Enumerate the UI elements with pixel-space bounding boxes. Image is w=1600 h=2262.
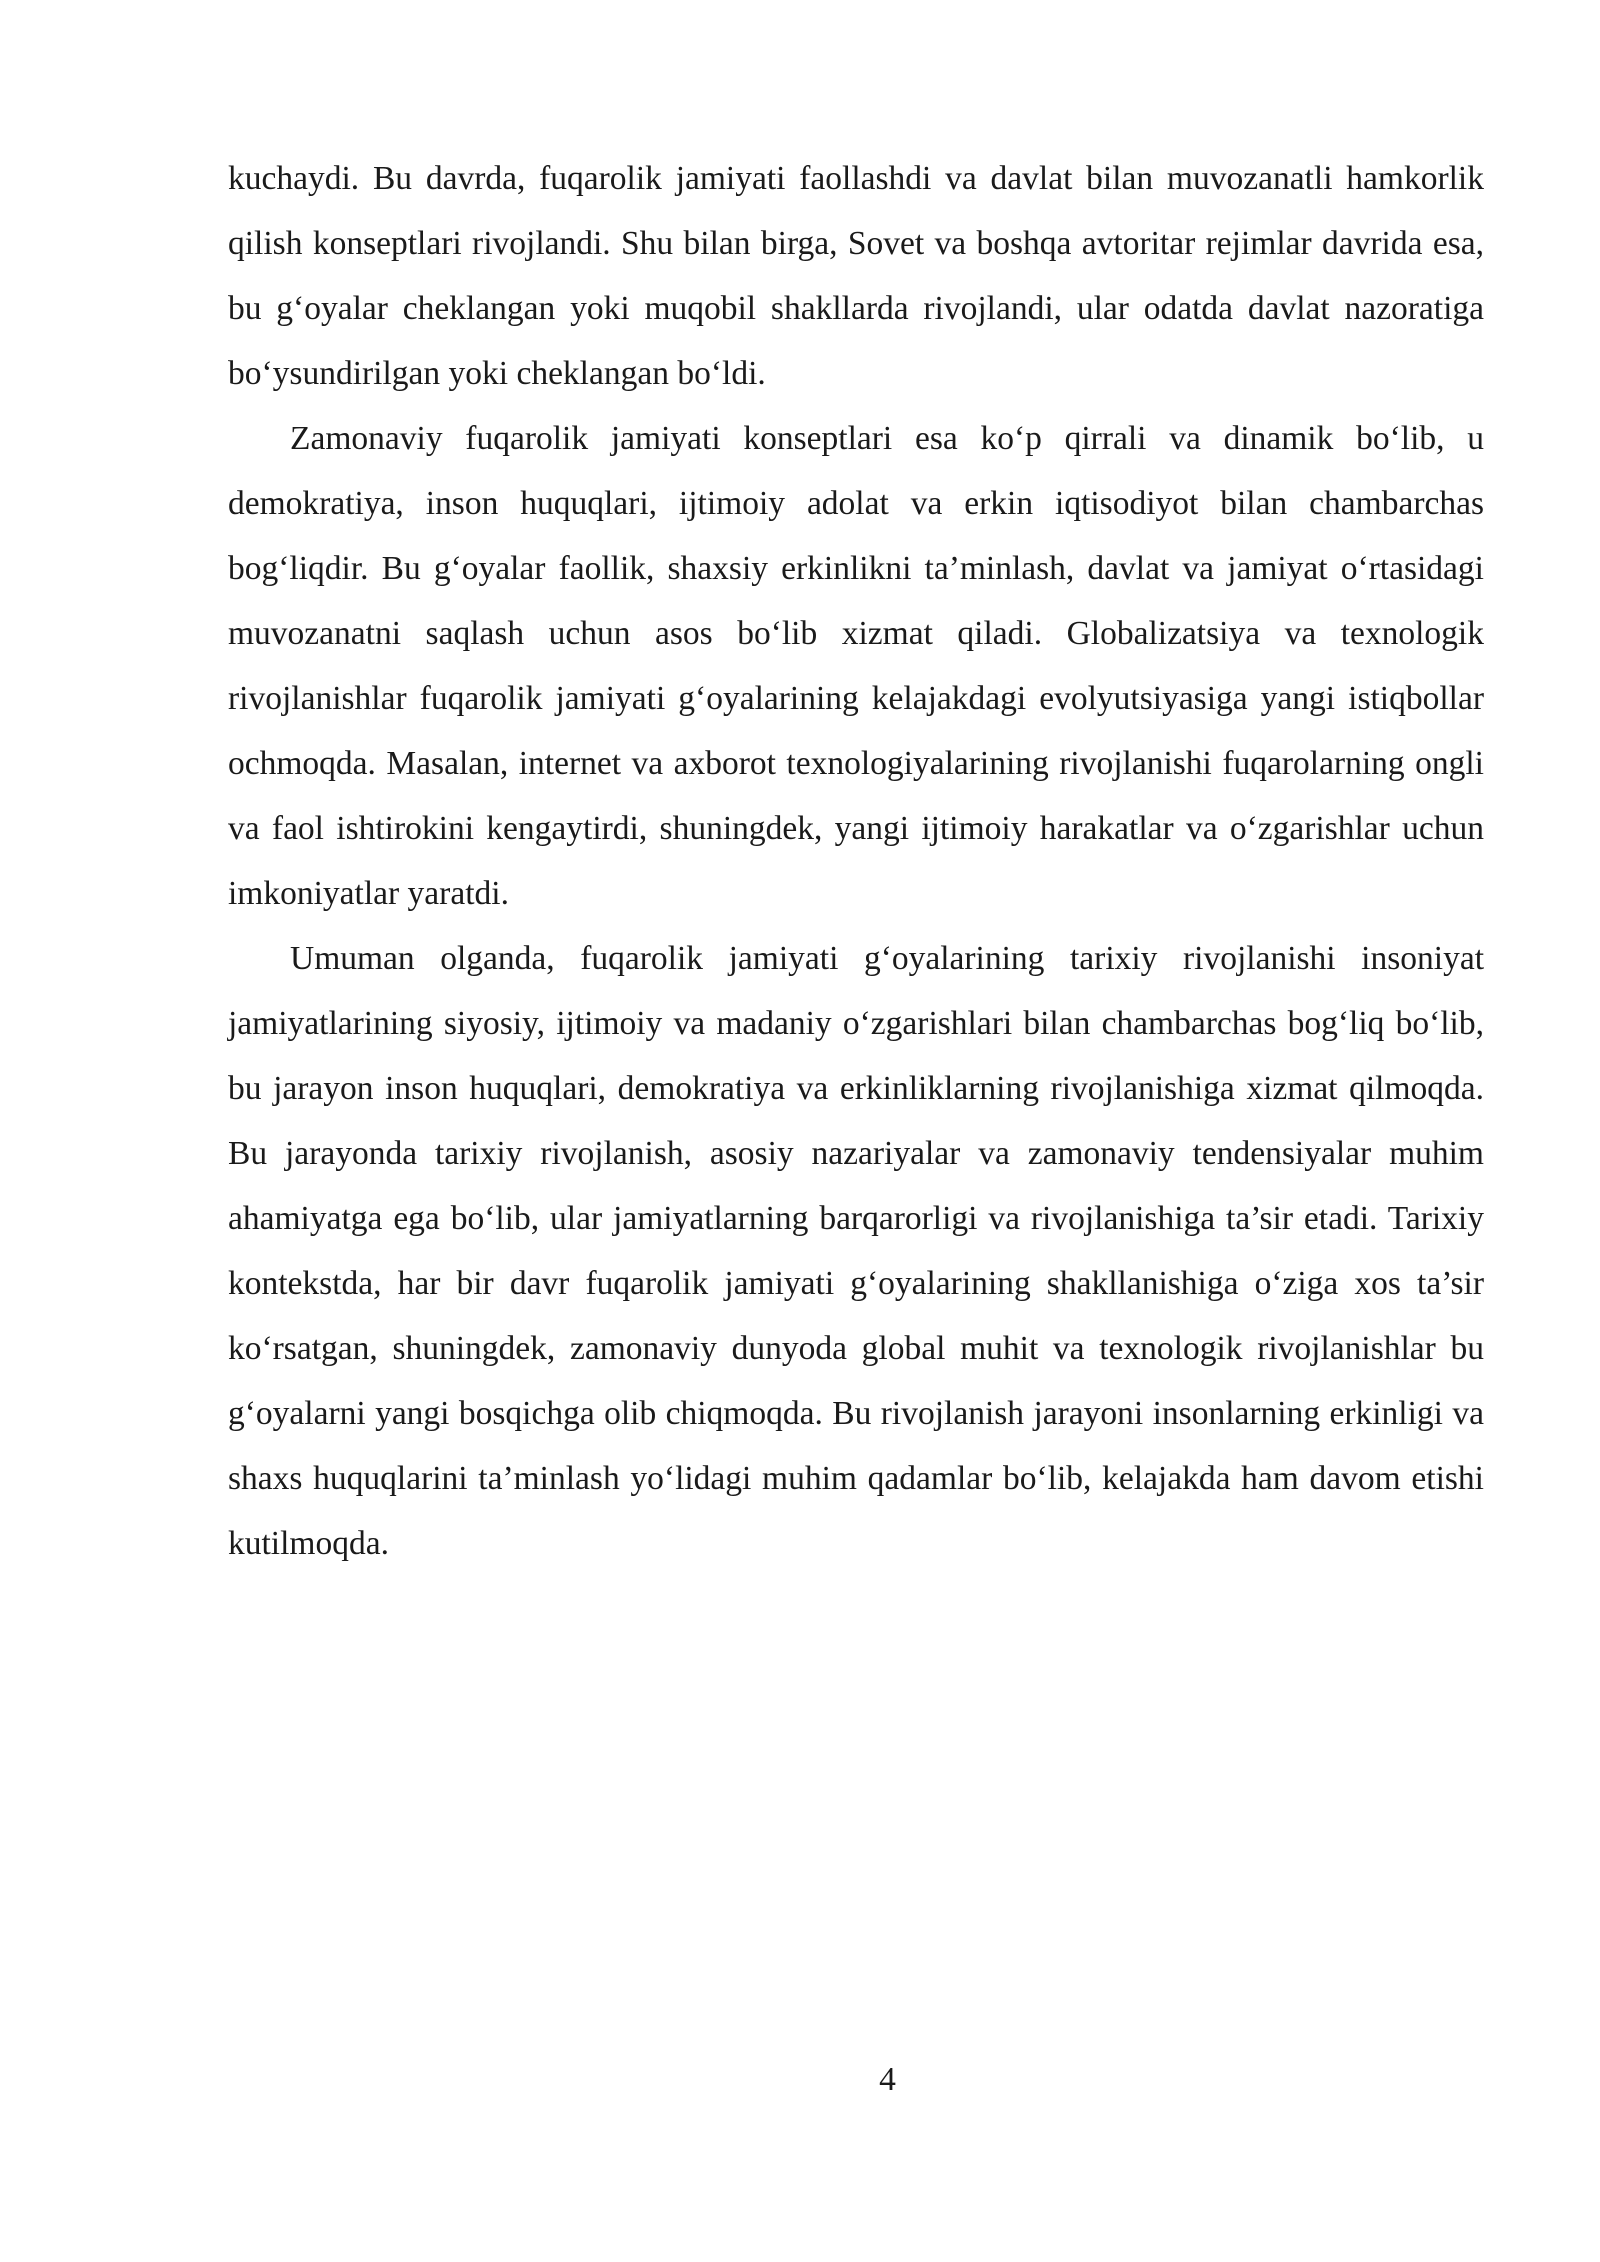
page-number: 4 bbox=[879, 2061, 896, 2098]
paragraph-modern-concepts: Zamonaviy fuqarolik jamiyati konseptlari esa ko‘p qirrali va dinamik bo‘lib, u demokratiya, inson huquqlari, ijtimoiy adolat va erkin iqtisodiyot bilan chambarchas bog‘liqdir. Bu g‘oyalar faollik, shaxsiy erkinlikni ta’minlash, davlat va jamiyat o‘rtasidagi muvozanatni saqlash uchun asos bo‘lib xizmat qiladi. Globalizatsiya va texnologik rivojlanishlar fuqarolik jamiyati g‘oyalarining kelajakdagi evolyutsiyasiga yangi istiqbollar ochmoqda. Masalan, internet va axborot texnologiyalarining rivojlanishi fuqarolarning ongli va faol ishtirokini kengaytirdi, shuningdek, yangi ijtimoiy harakatlar va o‘zgarishlar uchun imkoniyatlar yaratdi. bbox=[228, 420, 1484, 912]
paragraph-continuation: kuchaydi. Bu davrda, fuqarolik jamiyati faollashdi va davlat bilan muvozanatli hamkorlik qilish konseptlari rivojlandi. Shu bilan birga, Sovet va boshqa avtoritar rejimlar davrida esa, bu g‘oyalar cheklangan yoki muqobil shakllarda rivojlandi, ular odatda davlat nazoratiga bo‘ysundirilgan yoki cheklangan bo‘ldi. bbox=[228, 160, 1484, 392]
body-text bbox=[228, 146, 1484, 1576]
paragraph-conclusion: Umuman olganda, fuqarolik jamiyati g‘oyalarining tarixiy rivojlanishi insoniyat jamiyatlarining siyosiy, ijtimoiy va madaniy o‘zgarishlari bilan chambarchas bog‘liq bo‘lib, bu jarayon inson huquqlari, demokratiya va erkinliklarning rivojlanishiga xizmat qilmoqda. Bu jarayonda tarixiy rivojlanish, asosiy nazariyalar va zamonaviy tendensiyalar muhim ahamiyatga ega bo‘lib, ular jamiyatlarning barqarorligi va rivojlanishiga ta’sir etadi. Tarixiy kontekstda, har bir davr fuqarolik jamiyati g‘oyalarining shakllanishiga o‘ziga xos ta’sir ko‘rsatgan, shuningdek, zamonaviy dunyoda global muhit va texnologik rivojlanishlar bu g‘oyalarni yangi bosqichga olib chiqmoqda. Bu rivojlanish jarayoni insonlarning erkinligi va shaxs huquqlarini ta’minlash yo‘lidagi muhim qadamlar bo‘lib, kelajakda ham davom etishi kutilmoqda. bbox=[228, 940, 1484, 1562]
